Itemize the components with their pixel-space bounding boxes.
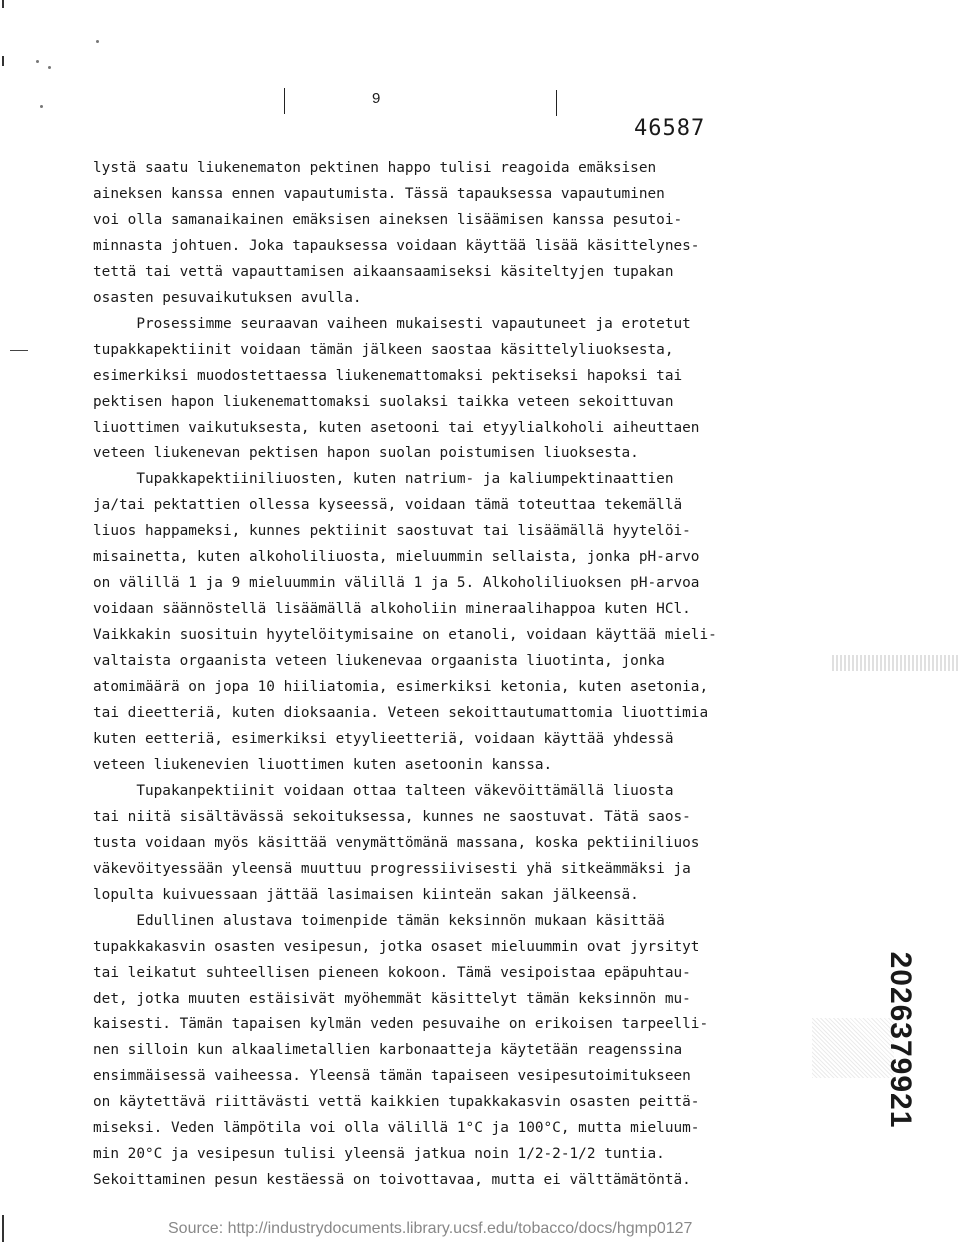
body-line: kaisesti. Tämän tapaisen kylmän veden pesuvaihe on erikoisen tarpeelli- — [93, 1016, 709, 1033]
edge-mark — [2, 0, 4, 8]
body-line: tai dieetteriä, kuten dioksaania. Veteen sekoittautumattomia liuottimia — [93, 705, 709, 722]
body-line: tai leikatut suhteellisen pieneen kokoon. Tämä vesipoistaa epäpuhtau- — [93, 964, 691, 981]
body-line: veteen liukenevien liuottimen kuten asetoonin kanssa. — [93, 756, 553, 773]
body-line: valtaista orgaanista veteen liukenevaa orgaanista liuotinta, jonka — [93, 653, 665, 670]
edge-mark — [2, 1215, 4, 1242]
edge-mark — [2, 56, 4, 66]
scan-speck — [48, 66, 51, 69]
body-line: min 20°C ja vesipesun tulisi yleensä jatkua noin 1/2-2-1/2 tuntia. — [93, 1146, 665, 1163]
body-line: liuottimen vaikutuksesta, kuten asetooni tai etyylialkoholi aiheuttaen — [93, 419, 700, 436]
body-line: esimerkiksi muodostettaessa liukenemattomaksi pektiseksi hapoksi tai — [93, 367, 683, 384]
page-number: 9 — [372, 90, 381, 107]
body-line: voidaan säännöstellä lisäämällä alkoholiin mineraalihappoa kuten HCl. — [93, 601, 691, 618]
body-line: tai niitä sisältävässä sekoituksessa, kunnes ne saostuvat. Tätä saos- — [93, 808, 691, 825]
scan-noise — [832, 655, 958, 671]
body-line: on käytettävä riittävästi vettä kaikkien tupakkakasvin osasten peittä- — [93, 1094, 700, 1111]
scan-speck — [96, 40, 99, 43]
scan-speck — [40, 105, 43, 108]
body-line: on välillä 1 ja 9 mieluummin välillä 1 ja 5. Alkoholiliuoksen pH-arvoa — [93, 575, 700, 592]
body-line: Vaikkakin suosituin hyytelöitymisaine on etanoli, voidaan käyttää mieli- — [93, 627, 717, 644]
body-line: tusta voidaan myös käsittää venymättömänä massana, koska pektiiniliuos — [93, 834, 700, 851]
body-text — [93, 156, 828, 1194]
body-line: Sekoittaminen pesun kestäessä on toivottavaa, mutta ei välttämätöntä. — [93, 1172, 691, 1189]
source-footer: Source: http://industrydocuments.library.ucsf.edu/tobacco/docs/hgmp0127 — [168, 1220, 693, 1237]
body-line: Tupakkapektiiniliuosten, kuten natrium- ja kaliumpektinaattien — [93, 471, 674, 488]
body-line: ensimmäisessä vaiheessa. Yleensä tämän tapaiseen vesipesutoimitukseen — [93, 1068, 691, 1085]
body-line: Prosessimme seuraavan vaiheen mukaisesti vapautuneet ja erotetut — [93, 315, 691, 332]
body-line: Tupakanpektiinit voidaan ottaa talteen väkevöittämällä liuosta — [93, 782, 674, 799]
body-line: miseksi. Veden lämpötila voi olla välillä 1°C ja 100°C, mutta mieluum- — [93, 1120, 700, 1137]
body-line: misainetta, kuten alkoholiliuosta, mieluummin sellaista, jonka pH-arvo — [93, 549, 700, 566]
document-number: 46587 — [634, 116, 706, 141]
body-line: liuos happameksi, kunnes pektiinit saostuvat tai lisäämällä hyytelöi- — [93, 523, 691, 540]
margin-mark — [10, 350, 28, 351]
body-line: tupakkapektiinit voidaan tämän jälkeen saostaa käsittelyliuoksesta, — [93, 341, 674, 358]
body-line: aineksen kanssa ennen vapautumista. Tässä tapauksessa vapautuminen — [93, 185, 665, 202]
body-line: minnasta johtuen. Joka tapauksessa voidaan käyttää lisää käsittelynes- — [93, 237, 700, 254]
body-line: atomimäärä on jopa 10 hiiliatomia, esimerkiksi ketonia, kuten asetonia, — [93, 679, 709, 696]
body-line: väkevöityessään yleensä muuttuu progressiivisesti yhä sitkeämmäksi ja — [93, 860, 691, 877]
body-line: pektisen hapon liukenemattomaksi suolaksi taikka veteen sekoittuvan — [93, 393, 674, 410]
body-line: osasten pesuvaikutuksen avulla. — [93, 289, 362, 306]
page-bracket-left — [284, 88, 285, 114]
body-line: tupakkakasvin osasten vesipesun, jotka osaset mieluummin ovat jyrsityt — [93, 938, 700, 955]
body-line: det, jotka muuten estäisivät myöhemmät käsittelyt tämän keksinnön mu- — [93, 990, 691, 1007]
scan-speck — [36, 60, 39, 63]
body-line: kuten eetteriä, esimerkiksi etyylieetteriä, voidaan käyttää yhdessä — [93, 730, 674, 747]
body-line: tettä tai vettä vapauttamisen aikaansaamiseksi käsiteltyjen tupakan — [93, 263, 674, 280]
body-line: ja/tai pektattien ollessa kyseessä, voidaan tämä toteuttaa tekemällä — [93, 497, 683, 514]
side-document-id: 2026379921 — [884, 951, 917, 1129]
body-line: nen silloin kun alkaalimetallien karbonaatteja käytetään reagenssina — [93, 1042, 683, 1059]
body-line: Edullinen alustava toimenpide tämän keksinnön mukaan käsittää — [93, 912, 665, 929]
page-bracket-right — [556, 90, 557, 116]
body-line: veteen liukenevan pektisen hapon suolan poistumisen liuoksesta. — [93, 445, 639, 462]
body-line: lopulta kuivuessaan jättää lasimaisen kiinteän sakan jälkeensä. — [93, 886, 639, 903]
body-line: lystä saatu liukenematon pektinen happo tulisi reagoida emäksisen — [93, 160, 657, 176]
body-line: voi olla samanaikainen emäksisen aineksen lisäämisen kanssa pesutoi- — [93, 211, 683, 228]
